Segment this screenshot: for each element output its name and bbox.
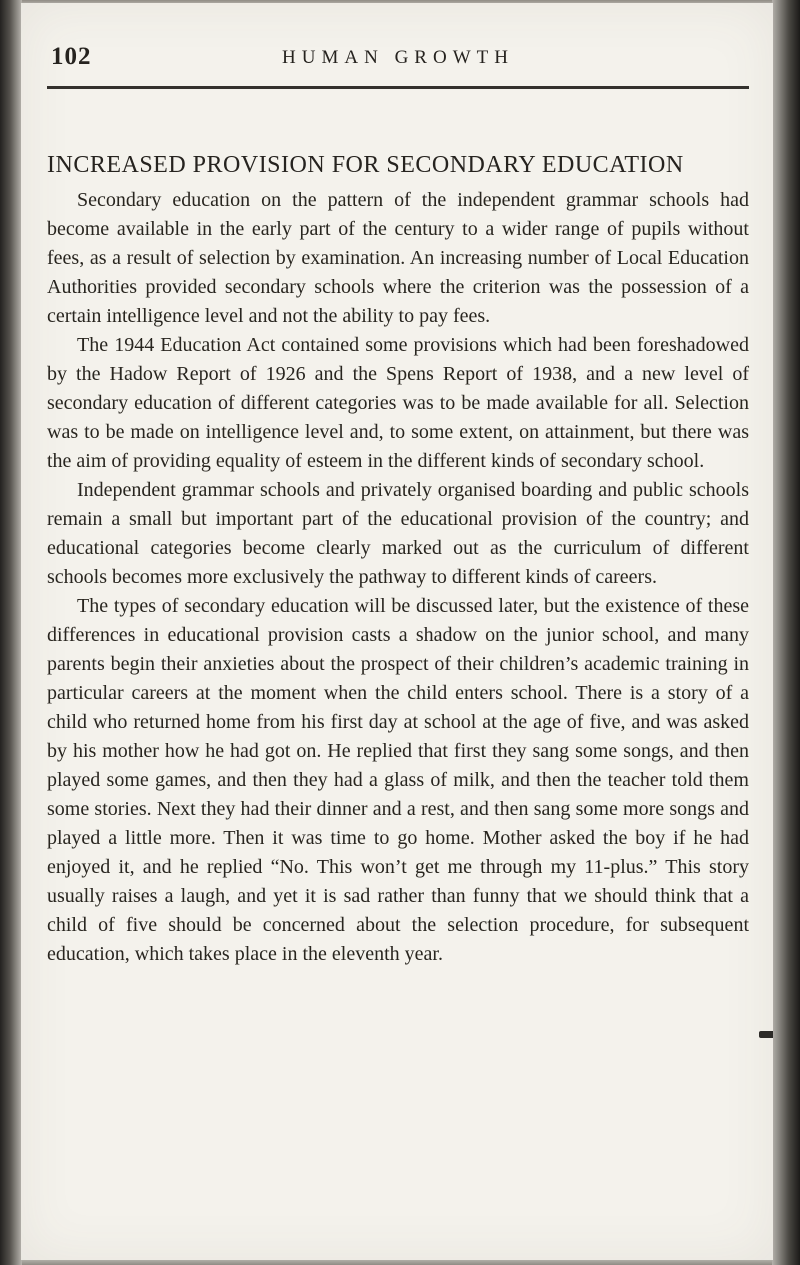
page-header <box>47 43 749 73</box>
book-page <box>21 3 773 1260</box>
paragraph-1: Secondary education on the pattern of the independent grammar schools had become available in the early part of the century to a wider range of pupils without fees, as a result of selection by examination. An increasing number of Local Education Authorities provided secondary schools where the criterion was the possession of a certain intelligence level and not the ability to pay fees. <box>47 189 749 327</box>
paragraph-4: The types of secondary education will be discussed later, but the existence of these differences in educational provision casts a shadow on the junior school, and many parents begin their anxieties about the prospect of their children’s academic training in particular careers at the moment when the child enters school. There is a story of a child who returned home from his first day at school at the age of five, and was asked by his mother how he had got on. He replied that first they sang some songs, and then played some games, and then they had a glass of milk, and then the teacher told them some stories. Next they had their dinner and a rest, and then sang some more songs and played a little more. Then it was time to go home. Mother asked the boy if he had enjoyed it, and he replied “No. This won’t get me through my 11-plus.” This story usually raises a laugh, and yet it is sad rather than funny that we should think that a child of five should be concerned about the selection procedure, for subsequent education, which takes place in the eleventh year. <box>47 595 749 965</box>
section-heading: INCREASED PROVISION FOR SECONDARY EDUCATION <box>47 152 684 178</box>
page-number: 102 <box>51 43 92 70</box>
paragraph-3: Independent grammar schools and privately organised boarding and public schools remain a small but important part of the educational provision of the country; and educational categories become clearly marked out as the curriculum of different schools becomes more exclusively the pathway to different kinds of careers. <box>47 479 749 588</box>
header-rule <box>47 86 749 89</box>
running-header-title: HUMAN GROWTH <box>282 47 514 68</box>
scan-edge-left <box>0 0 22 1265</box>
scan-artifact-mark <box>759 1031 773 1038</box>
scan-edge-right <box>772 0 800 1265</box>
paragraph-2: The 1944 Education Act contained some provisions which had been foreshadowed by the Hadow Report of 1926 and the Spens Report of 1938, and a new level of secondary education of different categories was to be made available for all. Selection was to be made on intelligence level and, to some extent, on attainment, but there was the aim of providing equality of esteem in the different kinds of secondary school. <box>47 334 749 472</box>
page-content <box>21 3 773 1260</box>
